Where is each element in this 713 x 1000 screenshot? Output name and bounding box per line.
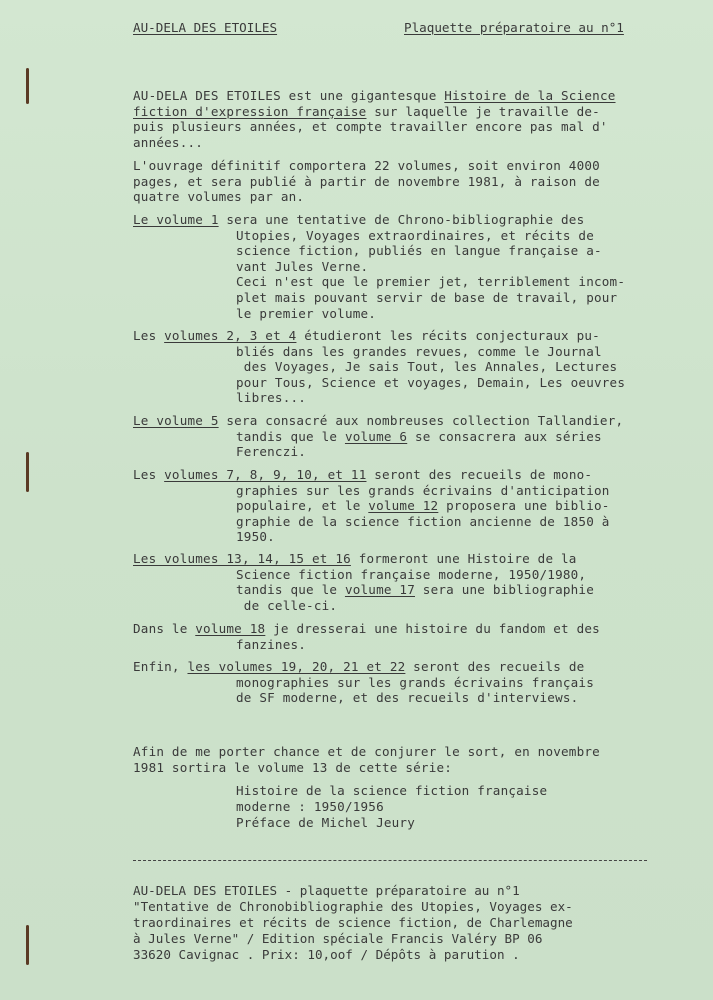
volume-section-line [236,598,337,614]
text-run: graphies sur les grands écrivains d'anticipation [236,482,610,498]
underlined-text: volume 12 [368,498,439,514]
text-run: Les [133,328,165,343]
text-run: se consacrera aux séries [407,428,602,444]
intro-paragraph-1-line [133,88,616,104]
closing-line-1: Afin de me porter chance et de conjurer le sort, en novembre [133,744,600,759]
text-run: 1950. [236,529,275,545]
underlined-text: Les volumes 13, 14, 15 et 16 [133,551,351,566]
footer-line-1: AU-DELA DES ETOILES - plaquette préparatoire au n°1 [133,883,520,898]
volume-section-line [133,467,592,483]
text-run: sera consacré aux nombreuses collection Tallandier, [218,413,624,428]
text-run: fanzines. [236,636,307,652]
text-run: AU-DELA DES ETOILES est une gigantesque [133,88,445,103]
footer-line-5: 33620 Cavignac . Prix: 10,oof / Dépôts à parution . [133,947,520,962]
text-run: sera une bibliographie [415,582,594,598]
volume-section-line [236,344,602,360]
text-run: pages, et sera publié à partir de novembre 1981, à raison de [133,173,600,189]
text-run: Les [133,467,165,482]
volume-section-line [133,551,577,567]
volume-section-line [236,675,594,691]
footer-line-3: traordinaires et récits de science fiction, de Charlemagne [133,915,573,930]
underlined-text: les volumes 19, 20, 21 et 22 [187,659,406,674]
text-run: bliés dans les grandes revues, comme le Journal [236,343,602,359]
volume-section-line [236,359,617,375]
text-run: des Voyages, Je sais Tout, les Annales, Lectures [236,359,618,375]
text-run: Ferenczi. [236,444,307,460]
text-run: formeront une Histoire de la [350,551,577,566]
volume-section-line [236,259,368,275]
volume-section-line [236,228,594,244]
closing-line-2: 1981 sortira le volume 13 de cette série: [133,760,453,775]
text-run: graphie de la science fiction ancienne de 1850 à [236,513,610,529]
text-run: Ceci n'est que le premier jet, terriblement incom- [236,274,626,290]
volume-section-line [236,514,610,530]
intro-paragraph-2-line [133,158,600,174]
underlined-text: volumes 2, 3 et 4 [164,328,297,343]
text-run: seront des recueils de [405,659,585,674]
text-run: pour Tous, Science et voyages, Demain, Les oeuvres [236,374,626,390]
volume-section-line [133,328,600,344]
volume-section-line [236,483,610,499]
volume-section-line [236,274,625,290]
text-run: vant Jules Verne. [236,258,369,274]
intro-paragraph-1-line [133,135,203,151]
volume-section-line [236,429,602,445]
text-run: L'ouvrage définitif comportera 22 volumes, soit environ 4000 [133,158,600,173]
footer-line-2: "Tentative de Chronobibliographie des Utopies, Voyages ex- [133,899,573,914]
text-run: tandis que le [236,428,345,444]
text-run: Enfin, [133,659,188,674]
volume-section-line [236,637,306,653]
text-run: libres... [236,390,307,406]
volume-section-line [236,529,275,545]
header-subtitle: Plaquette préparatoire au n°1 [404,20,624,35]
footer-line-4: à Jules Verne" / Edition spéciale Francis Valéry BP 06 [133,931,543,946]
intro-paragraph-2-line [133,174,600,190]
staple-bottom [26,925,29,965]
text-run: quatre volumes par an. [133,189,305,205]
underlined-text: volume 18 [195,621,266,636]
volume-section-line [133,621,600,637]
underlined-text: Le volume 5 [133,413,219,428]
volume-section-line [236,390,306,406]
volume-section-line [133,212,584,228]
text-run: Utopies, Voyages extraordinaires, et récits de [236,227,594,243]
text-run: plet mais pouvant servir de base de travail, pour [236,290,618,305]
text-run: sur laquelle je travaille de- [366,103,600,119]
text-run: populaire, et le [236,498,369,514]
underlined-text: Histoire de la Science [444,88,616,103]
underlined-text: Le volume 1 [133,212,219,227]
text-run: de SF moderne, et des recueils d'interviews. [236,690,579,706]
text-run: sera une tentative de Chrono-bibliographie des [218,212,585,227]
underlined-text: volume 6 [344,428,408,444]
header-title: AU-DELA DES ETOILES [133,20,278,35]
text-run: puis plusieurs années, et compte travailler encore pas mal d' [133,119,608,135]
intro-paragraph-1-line [133,104,600,120]
text-run: science fiction, publiés en langue française a- [236,243,602,259]
text-run: tandis que le [236,582,345,598]
volume-section-line [236,306,376,322]
dashed-separator [133,860,647,861]
text-run: proposera une biblio- [438,498,610,514]
intro-paragraph-1-line [133,119,608,135]
text-run: je dresserai une histoire du fandom et des [265,621,600,636]
volume-section-line [236,290,617,306]
staple-top [26,68,29,104]
volume-section-line [236,243,602,259]
volume-section-line [236,690,578,706]
text-run: seront des recueils de mono- [366,467,593,482]
book-title-line-2: moderne : 1950/1956 [236,799,384,814]
volume-section-line [236,375,625,391]
volume-section-line [236,444,306,460]
text-run: années... [133,134,204,150]
staple-middle [26,452,29,492]
volume-section-line [133,413,623,429]
volume-section-line [133,659,584,675]
volume-section-line [236,582,594,598]
text-run: étudieront les récits conjecturaux pu- [296,328,600,343]
text-run: Dans le [133,621,196,636]
volume-section-line [236,498,610,514]
volume-section-line [236,567,586,583]
book-preface: Préface de Michel Jeury [236,815,415,830]
intro-paragraph-2-line [133,189,304,205]
text-run: le premier volume. [236,305,377,321]
underlined-text: volumes 7, 8, 9, 10, et 11 [164,467,367,482]
text-run: de celle-ci. [236,597,338,613]
book-title-line-1: Histoire de la science fiction française [236,783,548,798]
text-run: monographies sur les grands écrivains français [236,674,594,690]
underlined-text: fiction d'expression française [133,103,367,119]
text-run: Science fiction française moderne, 1950/1980, [236,566,587,582]
underlined-text: volume 17 [344,582,415,598]
